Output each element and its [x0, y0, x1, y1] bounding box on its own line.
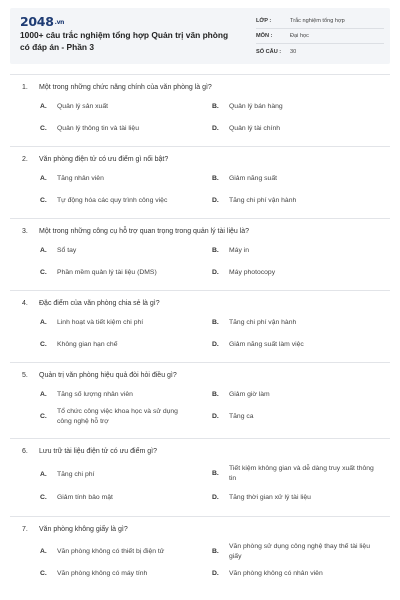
meta-value: Đại học — [290, 33, 309, 39]
option-text: Văn phòng không có máy tính — [57, 570, 148, 577]
divider — [10, 146, 390, 147]
question-text — [22, 228, 249, 235]
option-letter: C. — [40, 125, 47, 133]
option-d[interactable] — [212, 268, 372, 278]
option-c[interactable] — [40, 569, 200, 579]
question-text — [22, 84, 212, 91]
option-text: Tiết kiệm không gian và dễ dàng truy xuất thông tin — [229, 465, 374, 482]
option-letter: A. — [40, 103, 47, 111]
site-logo[interactable] — [20, 14, 64, 29]
option-a[interactable] — [40, 102, 200, 112]
question-label: Một trong những công cụ hỗ trợ quan trọng trong quản lý tài liệu là? — [39, 228, 250, 235]
divider — [10, 516, 390, 517]
divider — [10, 74, 390, 75]
divider — [10, 218, 390, 219]
question-label: Lưu trữ tài liệu điện tử có ưu điểm gì? — [39, 448, 157, 455]
option-b[interactable] — [212, 246, 372, 256]
option-text: Văn phòng không có nhân viên — [229, 570, 323, 577]
option-d[interactable] — [212, 196, 372, 206]
option-text: Quản lý sản xuất — [57, 103, 109, 110]
option-letter: C. — [40, 413, 47, 420]
option-text: Tăng ca — [229, 413, 254, 420]
option-letter: B. — [212, 247, 219, 255]
option-d[interactable] — [212, 412, 372, 422]
option-letter: A. — [40, 319, 47, 327]
option-text: Giảm năng suất — [229, 175, 277, 182]
option-text: Máy in — [229, 247, 250, 254]
meta-label: MÔN : — [256, 33, 273, 39]
option-letter: C. — [40, 341, 47, 349]
option-letter: D. — [212, 125, 219, 133]
option-text: Tăng chi phí — [57, 471, 95, 478]
option-text: Không gian hạn chế — [57, 341, 118, 348]
question-label: Một trong những chức năng chính của văn phòng là gì? — [39, 84, 212, 91]
option-text: Giảm năng suất làm việc — [229, 341, 304, 348]
question-number: 2. — [22, 156, 28, 163]
option-a[interactable] — [40, 547, 200, 557]
option-letter: B. — [212, 175, 219, 183]
option-letter: D. — [212, 341, 219, 349]
option-letter: B. — [212, 319, 219, 327]
logo-main: 2048 — [20, 14, 54, 29]
option-text: Quản lý thông tin và tài liệu — [57, 125, 139, 132]
option-text: Giảm giờ làm — [229, 391, 270, 398]
option-letter: A. — [40, 175, 47, 183]
meta-label: LỚP : — [256, 18, 272, 24]
option-letter: C. — [40, 197, 47, 205]
option-b[interactable] — [212, 464, 382, 483]
option-letter: D. — [212, 570, 219, 578]
option-letter: D. — [212, 197, 219, 205]
option-text: Tăng nhân viên — [57, 175, 104, 182]
option-b[interactable] — [212, 102, 372, 112]
question-label: Đặc điểm của văn phòng chia sẻ là gì? — [39, 300, 160, 307]
meta-row-class — [256, 14, 384, 29]
question-text — [22, 300, 160, 307]
logo-sub: .vn — [54, 19, 65, 26]
option-d[interactable] — [212, 493, 372, 503]
question-text — [22, 526, 128, 533]
option-text: Tự động hóa các quy trình công việc — [57, 197, 168, 204]
option-c[interactable] — [40, 124, 200, 134]
option-letter: C. — [40, 570, 47, 578]
option-letter: A. — [40, 391, 47, 399]
option-letter: A. — [40, 548, 47, 556]
option-c[interactable] — [40, 268, 200, 278]
option-text: Giảm tính bảo mật — [57, 494, 113, 501]
option-a[interactable] — [40, 246, 200, 256]
option-c[interactable] — [40, 493, 200, 503]
option-text: Phần mềm quản lý tài liệu (DMS) — [57, 269, 157, 276]
question-number: 6. — [22, 448, 28, 455]
option-text: Linh hoạt và tiết kiệm chi phí — [57, 319, 144, 326]
option-c[interactable] — [40, 407, 200, 426]
divider — [10, 362, 390, 363]
question-label: Văn phòng không giấy là gì? — [39, 526, 128, 533]
option-d[interactable] — [212, 124, 372, 134]
option-a[interactable] — [40, 174, 200, 184]
option-letter: B. — [212, 391, 219, 399]
option-letter: D. — [212, 413, 219, 421]
option-b[interactable] — [212, 174, 372, 184]
option-text: Sổ tay — [57, 247, 77, 254]
question-number: 7. — [22, 526, 28, 533]
option-letter: C. — [40, 494, 47, 502]
option-text: Tăng chi phí vận hành — [229, 319, 297, 326]
option-d[interactable] — [212, 569, 372, 579]
question-label: Văn phòng điện tử có ưu điểm gì nổi bật? — [39, 156, 169, 163]
question-text — [22, 156, 168, 163]
option-letter: A. — [40, 247, 47, 255]
option-text: Quản lý tài chính — [229, 125, 281, 132]
question-number: 4. — [22, 300, 28, 307]
option-b[interactable] — [212, 390, 372, 400]
question-number: 3. — [22, 228, 28, 235]
option-letter: B. — [212, 103, 219, 111]
option-text: Văn phòng sử dụng công nghệ thay thế tài liệu giấy — [229, 543, 370, 560]
question-number: 5. — [22, 372, 28, 379]
option-d[interactable] — [212, 340, 372, 350]
option-text: Tăng số lượng nhân viên — [57, 391, 133, 398]
option-c[interactable] — [40, 340, 200, 350]
meta-row-subject — [256, 29, 384, 44]
question-label: Quản trị văn phòng hiệu quả đòi hỏi điều gì? — [39, 372, 177, 379]
option-letter: D. — [212, 494, 219, 502]
option-text: Máy photocopy — [229, 269, 276, 276]
option-letter: D. — [212, 269, 219, 277]
document-header — [10, 8, 390, 64]
option-a[interactable] — [40, 390, 200, 400]
option-letter: A. — [40, 471, 47, 479]
option-text: Tổ chức công việc khoa học và sử dụng công nghệ hỗ trợ — [57, 408, 178, 425]
option-letter: C. — [40, 269, 47, 277]
question-text — [22, 448, 157, 455]
option-letter: B. — [212, 470, 219, 477]
question-number: 1. — [22, 84, 28, 91]
meta-value: Trắc nghiệm tổng hợp — [290, 18, 345, 24]
option-c[interactable] — [40, 196, 200, 206]
meta-row-count — [256, 44, 384, 59]
option-text: Văn phòng không có thiết bị điện tử — [57, 548, 165, 555]
divider — [10, 290, 390, 291]
option-b[interactable] — [212, 318, 372, 328]
option-text: Tăng chi phí vận hành — [229, 197, 297, 204]
meta-value: 30 — [290, 48, 297, 55]
option-a[interactable] — [40, 470, 200, 480]
document-meta — [256, 14, 384, 59]
document-title: 1000+ câu trắc nghiệm tổng hợp Quản trị văn phòng có đáp án - Phần 3 — [20, 30, 229, 52]
meta-label: SỐ CÂU : — [256, 48, 282, 55]
option-text: Quản lý bán hàng — [229, 103, 283, 110]
divider — [10, 438, 390, 439]
option-b[interactable] — [212, 542, 382, 561]
option-letter: B. — [212, 548, 219, 555]
option-a[interactable] — [40, 318, 200, 328]
question-text — [22, 372, 177, 379]
option-text: Tăng thời gian xử lý tài liệu — [229, 494, 311, 501]
